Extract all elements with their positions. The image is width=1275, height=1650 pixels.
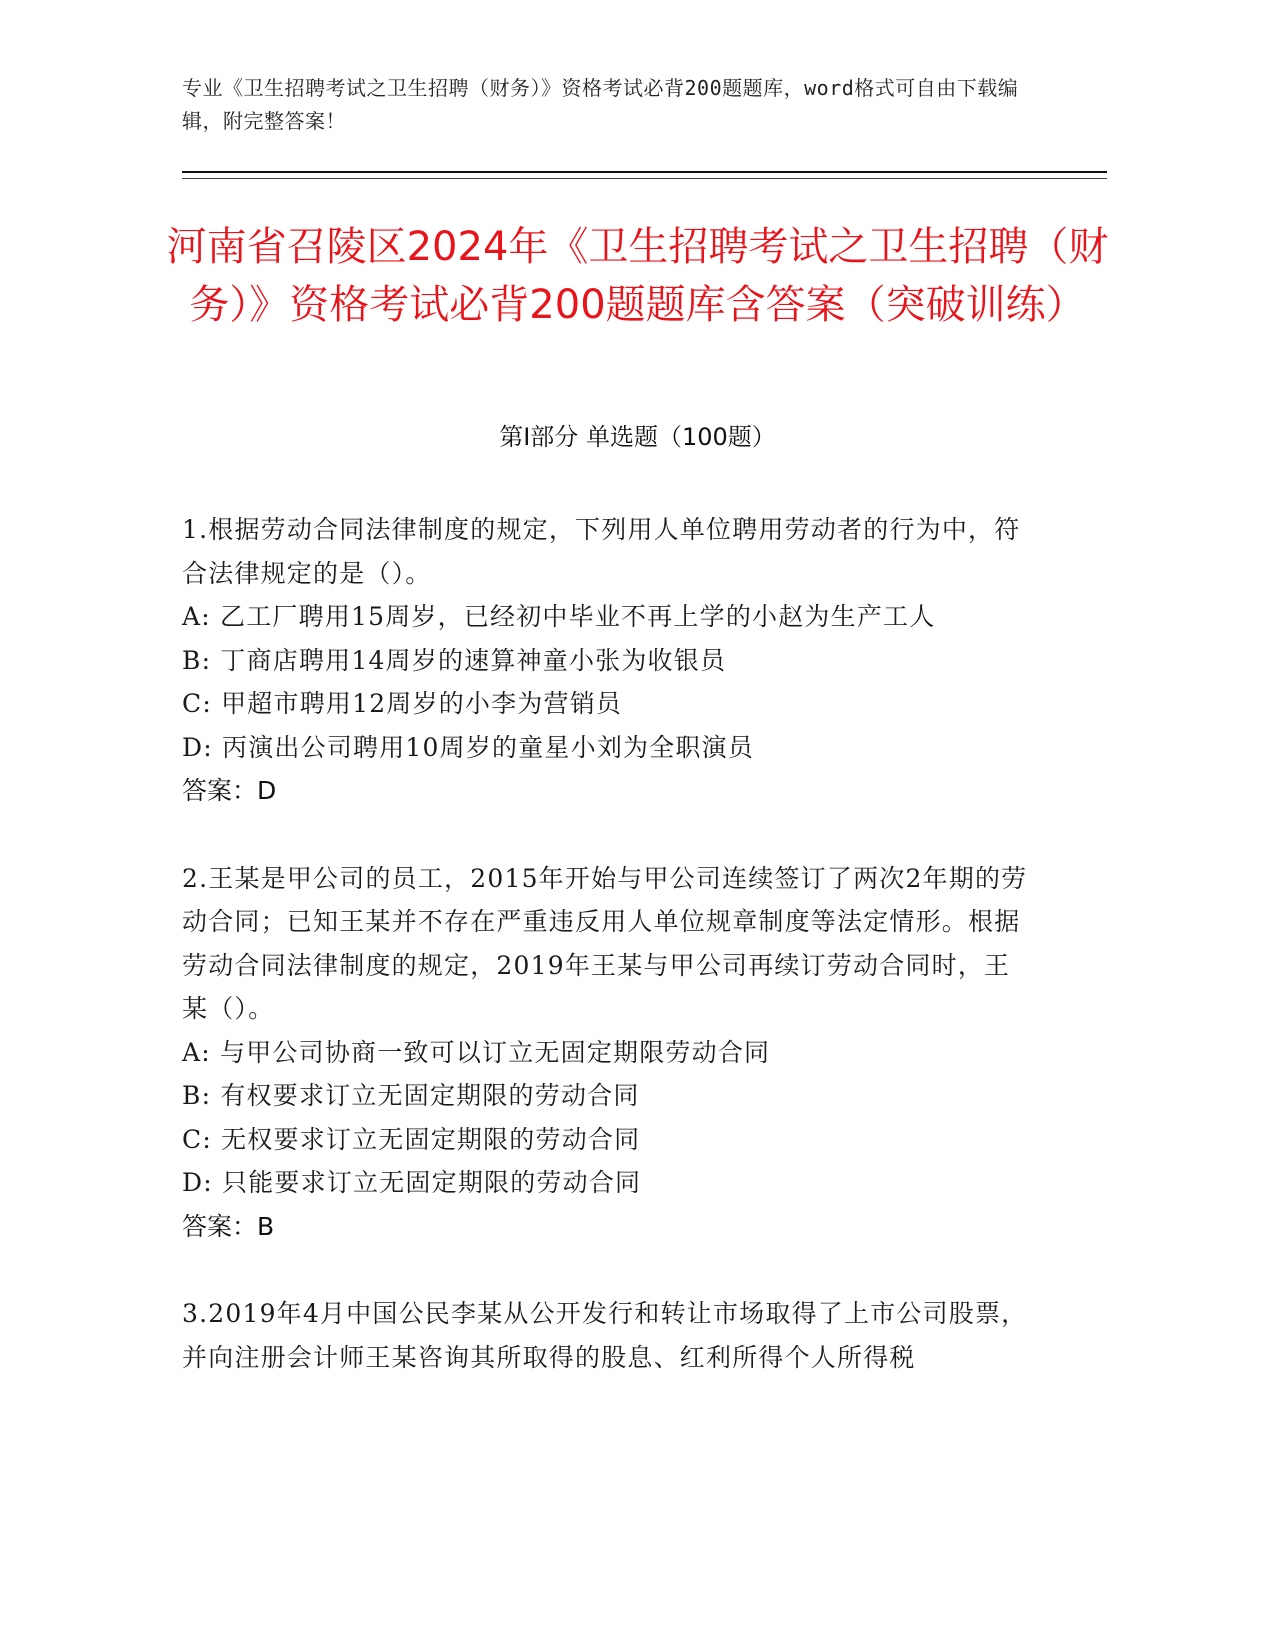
question-text: 3.2019年4月中国公民李某从公开发行和转让市场取得了上市公司股票，并向注册会计师王某咨询其所取得的股息、红利所得个人所得税 (182, 1299, 1028, 1372)
option-d: D: 只能要求订立无固定期限的劳动合同 (182, 1168, 642, 1197)
header-divider-thick (182, 171, 1107, 173)
option-b: B: 有权要求订立无固定期限的劳动合同 (182, 1081, 640, 1110)
answer: 答案：B (182, 1211, 275, 1241)
document-title: 河南省召陵区2024年《卫生招聘考试之卫生招聘（财务）》资格考试必背200题题库含答案（突破训练） (166, 224, 1109, 328)
question-text: 1.根据劳动合同法律制度的规定，下列用人单位聘用劳动者的行为中，符合法律规定的是（）。 (182, 515, 1021, 588)
section-title: 第Ⅰ部分 单选题（100题） (499, 423, 776, 451)
option-a: A: 乙工厂聘用15周岁，已经初中毕业不再上学的小赵为生产工人 (182, 602, 936, 631)
question-1 (182, 508, 1032, 813)
header-note: 专业《卫生招聘考试之卫生招聘（财务）》资格考试必背200题题库，word格式可自由下载编辑，附完整答案！ (182, 76, 1019, 133)
option-d: D: 丙演出公司聘用10周岁的童星小刘为全职演员 (182, 732, 755, 762)
question-text: 2.王某是甲公司的员工，2015年开始与甲公司连续签订了两次2年期的劳动合同；已知王某并不存在严重违反用人单位规章制度等法定情形。根据劳动合同法律制度的规定，2019年王某与甲公司再续订劳动合同时，王某（）。 (182, 863, 1028, 1023)
question-2 (182, 857, 1032, 1249)
option-b: B: 丁商店聘用14周岁的速算神童小张为收银员 (182, 645, 727, 675)
option-c: C: 甲超市聘用12周岁的小李为营销员 (182, 689, 623, 718)
question-list (182, 508, 1032, 1423)
answer: 答案：D (182, 776, 277, 805)
option-c: C: 无权要求订立无固定期限的劳动合同 (182, 1124, 641, 1154)
header-divider-thin (182, 178, 1107, 179)
option-a: A: 与甲公司协商一致可以订立无固定期限劳动合同 (182, 1037, 771, 1067)
question-3 (182, 1292, 1032, 1379)
